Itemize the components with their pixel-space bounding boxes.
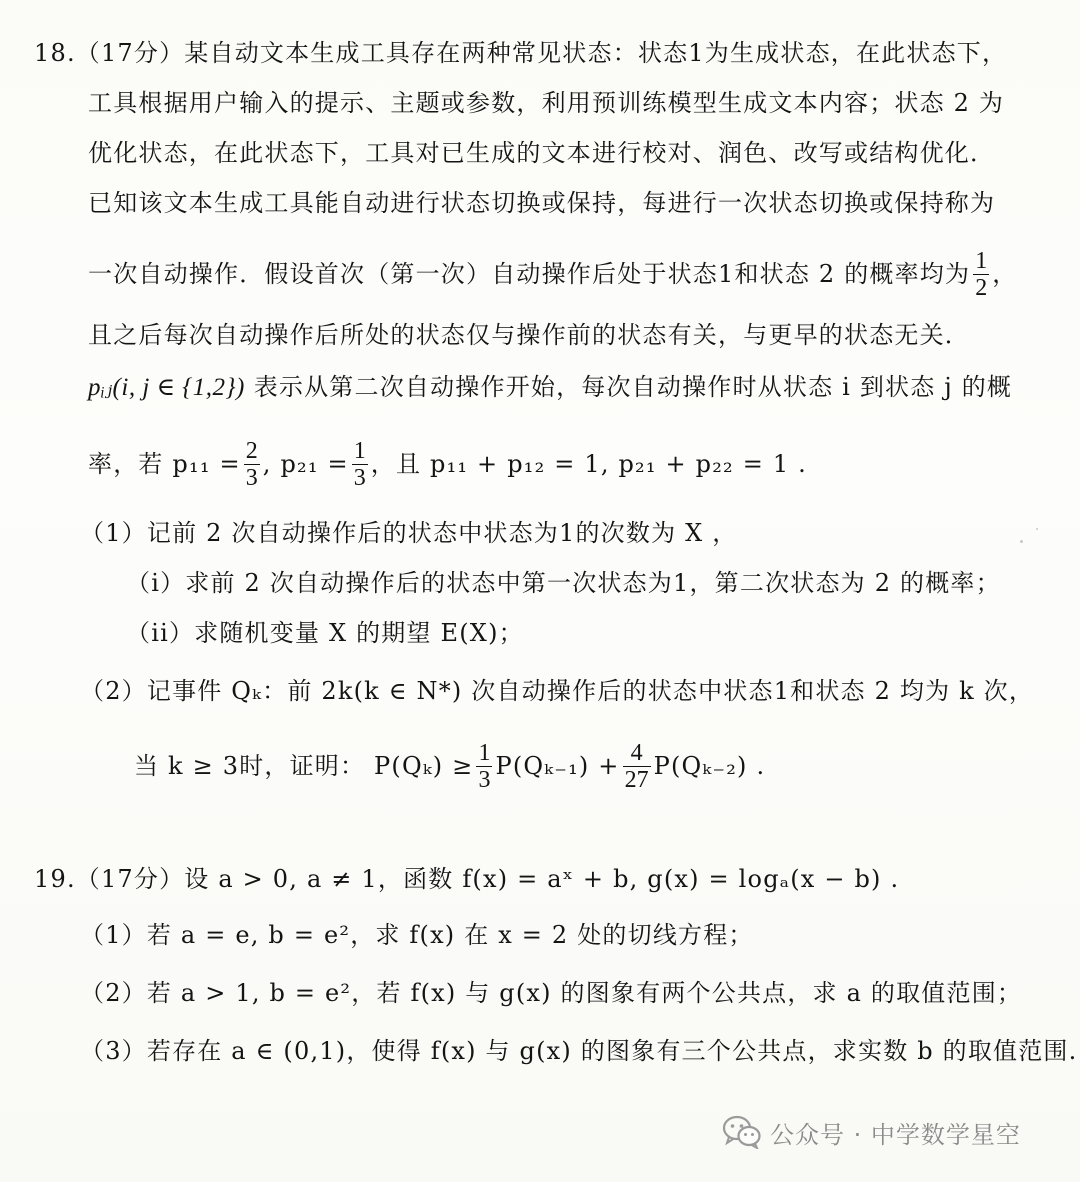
- fraction-numerator: 4: [623, 740, 651, 767]
- q18-line-2: 工具根据用户输入的提示、主题或参数，利用预训练模型生成文本内容；状态 2 为: [88, 89, 1005, 117]
- q18-line-5: [88, 244, 1017, 304]
- fraction-numerator: 1: [478, 739, 491, 766]
- q18-part-1: （1）记前 2 次自动操作后的状态中状态为1的次数为 X ，: [80, 519, 738, 547]
- q18-part-1-ii: （ii）求随机变量 X 的期望 E(X)；: [126, 619, 524, 647]
- fraction-four-27ths: [623, 740, 651, 793]
- q18-part-1-i: （i）求前 2 次自动操作后的状态中第一次状态为1，第二次状态为 2 的概率；: [126, 569, 1001, 597]
- fraction-numerator: 1: [975, 247, 988, 274]
- q18-line-6: 且之后每次自动操作后所处的状态仅与操作前的状态有关，与更早的状态无关．: [88, 321, 970, 349]
- fraction-two-thirds: [244, 438, 260, 491]
- q18-line-5-end: ，: [992, 260, 1018, 288]
- transition-prob-notation: pᵢⱼ(i, j ∈ {1,2}): [88, 374, 245, 401]
- q18-part-2: （2）记事件 Qₖ：前 2k(k ∈ N*) 次自动操作后的状态中状态1和状态 2 均为 k 次，: [80, 677, 1035, 705]
- fraction-denominator: 3: [478, 766, 491, 793]
- q18-line-8: [88, 432, 807, 496]
- q18-line-4: 已知该文本生成工具能自动进行状态切换或保持，每进行一次状态切换或保持称为: [88, 189, 996, 217]
- fraction-one-third: [352, 438, 368, 491]
- scan-speck: [1020, 540, 1023, 543]
- fraction-one-third-b: [476, 740, 492, 793]
- fraction-denominator: 3: [353, 464, 366, 491]
- q18-line-7: [88, 372, 1012, 403]
- q18-part-2-proof: [134, 734, 765, 798]
- q19-part-3: （3）若存在 a ∈ (0,1)，使得 f(x) 与 g(x) 的图象有三个公共点，求实数 b 的取值范围.: [80, 1037, 1078, 1065]
- fraction-numerator: 1: [353, 437, 366, 464]
- q18-line-8-b: , p₂₁ =: [262, 450, 349, 478]
- q19-line-1: 19.（17分）设 a > 0, a ≠ 1，函数 f(x) = aˣ + b, g(x) = logₐ(x − b) .: [34, 865, 900, 893]
- q18-line-8-a: 率，若 p₁₁ =: [88, 450, 241, 478]
- footer-watermark: [722, 1112, 1021, 1152]
- q18-line-3: 优化状态，在此状态下，工具对已生成的文本进行校对、润色、改写或结构优化．: [88, 139, 996, 167]
- q18-part-2-proof-a: 当 k ≥ 3时，证明： P(Qₖ) ≥: [134, 752, 474, 780]
- q18-part-2-proof-b: P(Qₖ₋₁) +: [495, 752, 620, 780]
- q19-part-2: （2）若 a > 1, b = e²，若 f(x) 与 g(x) 的图象有两个公共点，求 a 的取值范围；: [80, 979, 1023, 1007]
- q19-part-1: （1）若 a = e, b = e²，求 f(x) 在 x = 2 处的切线方程；: [80, 921, 754, 949]
- fraction-one-half: [973, 248, 989, 301]
- q18-line-5-text: 一次自动操作．假设首次（第一次）自动操作后处于状态1和状态 2 的概率均为: [88, 260, 971, 288]
- fraction-numerator: 2: [245, 437, 258, 464]
- fraction-denominator: 2: [975, 274, 988, 301]
- q18-line-1: 18.（17分）某自动文本生成工具存在两种常见状态：状态1为生成状态，在此状态下，: [34, 39, 1008, 67]
- q18-line-7-text: 表示从第二次自动操作开始，每次自动操作时从状态 i 到状态 j 的概: [244, 373, 1013, 401]
- q18-part-2-proof-c: P(Qₖ₋₂) .: [653, 752, 766, 780]
- q18-line-8-c: ，且 p₁₁ + p₁₂ = 1, p₂₁ + p₂₂ = 1 .: [370, 450, 807, 478]
- footer-text: 公众号 · 中学数学星空: [770, 1120, 1021, 1149]
- scan-speck: [1036, 528, 1038, 530]
- wechat-icon: [722, 1115, 762, 1149]
- fraction-denominator: 3: [245, 464, 258, 491]
- fraction-denominator: 27: [624, 766, 649, 793]
